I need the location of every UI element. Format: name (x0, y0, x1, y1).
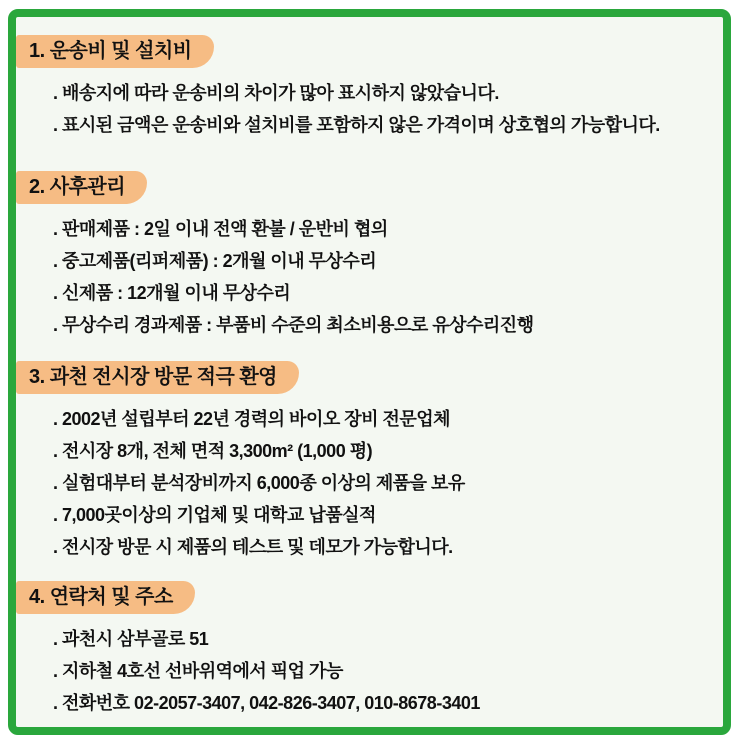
bullet-item: . 과천시 삼부골로 51 (53, 629, 209, 649)
section-showroom-visit (16, 361, 709, 563)
section-contact-address (16, 581, 709, 719)
bullet-list (16, 213, 709, 341)
bullet-list (16, 77, 709, 141)
bullet-item: . 실험대부터 분석장비까지 6,000종 이상의 제품을 보유 (53, 473, 465, 493)
bullet-item: . 전시장 방문 시 제품의 테스트 및 데모가 가능합니다. (53, 537, 453, 557)
section-title-badge: 4. 연락처 및 주소 (16, 581, 195, 614)
notice-panel (8, 9, 731, 735)
bullet-item: . 전화번호 02-2057-3407, 042-826-3407, 010-8678-3401 (53, 693, 480, 713)
section-title-badge: 1. 운송비 및 설치비 (16, 35, 214, 68)
section-after-service (16, 171, 709, 341)
section-shipping-installation (16, 35, 709, 141)
bullet-item: . 배송지에 따라 운송비의 차이가 많아 표시하지 않았습니다. (53, 83, 499, 103)
section-title-badge: 3. 과천 전시장 방문 적극 환영 (16, 361, 299, 394)
bullet-item: . 표시된 금액은 운송비와 설치비를 포함하지 않은 가격이며 상호협의 가능합니다. (53, 115, 660, 135)
bullet-item: . 2002년 설립부터 22년 경력의 바이오 장비 전문업체 (53, 409, 451, 429)
bullet-item: . 판매제품 : 2일 이내 전액 환불 / 운반비 협의 (53, 219, 388, 239)
bullet-item: . 7,000곳이상의 기업체 및 대학교 납품실적 (53, 505, 376, 525)
bullet-list (16, 403, 709, 563)
bullet-item: . 무상수리 경과제품 : 부품비 수준의 최소비용으로 유상수리진행 (53, 315, 534, 335)
bullet-list (16, 623, 709, 719)
bullet-item: . 중고제품(리퍼제품) : 2개월 이내 무상수리 (53, 251, 377, 271)
section-title-badge: 2. 사후관리 (16, 171, 147, 204)
bullet-item: . 전시장 8개, 전체 면적 3,300m² (1,000 평) (53, 441, 373, 461)
bullet-item: . 지하철 4호선 선바위역에서 픽업 가능 (53, 661, 343, 681)
bullet-item: . 신제품 : 12개월 이내 무상수리 (53, 283, 291, 303)
